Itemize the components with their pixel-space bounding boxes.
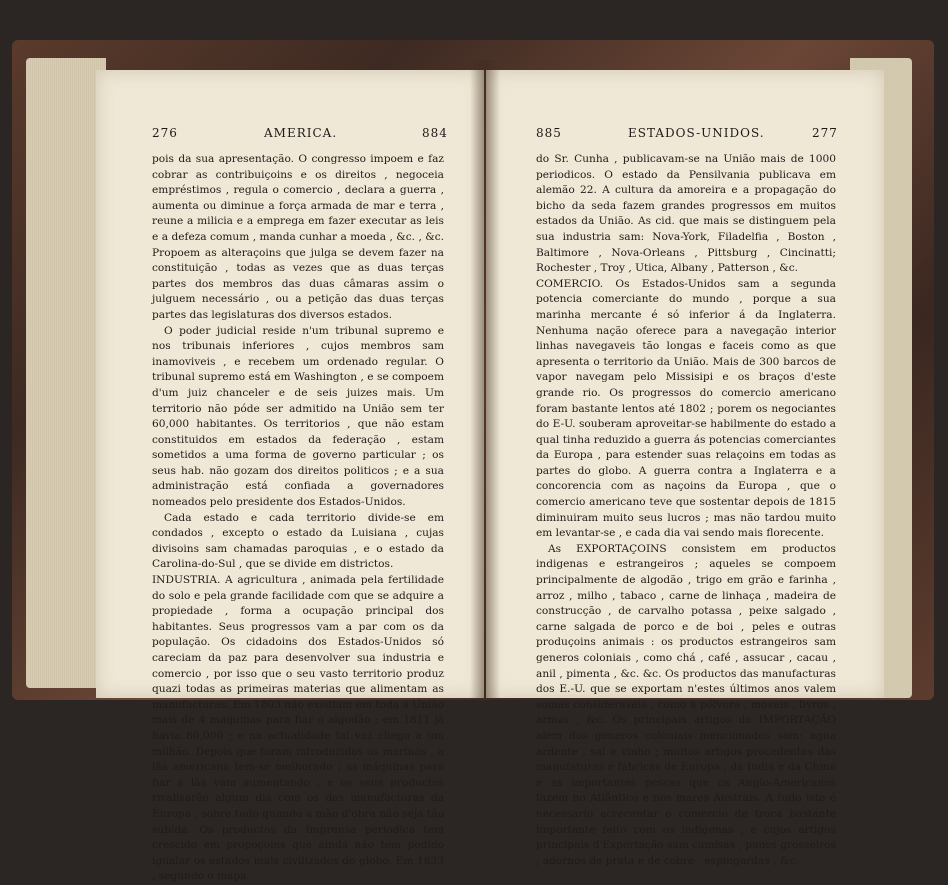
- left-page-number: 276: [152, 126, 178, 140]
- left-page-body: [152, 152, 444, 885]
- paragraph: O poder judicial reside n'um tribunal supremo e nos tribunais inferiores , cujos membros sam inamoviveis , e recebem um ordenado regular. O tribunal supremo está em Washington , e se compoem d'um juiz chanceler e de seis juizes mais. Um territorio não póde ser admitido na União sem ter 60,000 habitantes. Os territorios , que não estam constituidos em estados da federação , estam sometidos a uma forma de governo particular ; os seus hab. não gozam dos direitos politicos ; e a sua administração está confiada a governadores nomeados pelo presidente dos Estados-Unidos.: [152, 324, 444, 509]
- paragraph-exportacoins: As EXPORTAÇOINS consistem em productos indigenas e estrangeiros ; aqueles se compoem principalmente de algodão , trigo em grão e farinha , arroz , milho , tabaco , carne de linhaça , madeira de construcção , de carvalho potassa , peixe salgado , carne salgada de porco e de boi , peles e outras produçoins animais : os productos estrangeiros sam generos coloniais , como chá , café , assucar , cacau , anil , pimenta , &c. &c. Os productos das manufacturas dos E.-U. que se exportam n'estes últimos anos valem somas consideraveis , como a pólvora , moveis , livros , armas , &c. Os principais artigos de IMPORTAÇÃO alem dos generos coloniais mencionados sam: agua ardente , sal e vinho ; muitos artigos procedentes das manufaturas e fábricas de Europa , da India e da China e as importantes pescas que os Anglo-Americanos fazem no Atlântico e nos mares Austrais. A tudo isto é necessario acrecentar o comercio de troca bastante importante feito com os indigenas , e cujos artigos principais d'Exportação sam camisas , panos grosseiros , adornos de prata e de cobre , espingardas , &c.: [536, 542, 836, 867]
- page-edges-left: [26, 58, 106, 688]
- right-section-number: 885: [536, 126, 562, 140]
- right-page: [486, 70, 884, 867]
- right-page-number: 277: [812, 126, 838, 140]
- right-page-body: [536, 152, 836, 869]
- book-gutter: [470, 60, 500, 700]
- paragraph: do Sr. Cunha , publicavam-se na União mais de 1000 periodicos. O estado da Pensilvania publicava em alemão 22. A cultura da amoreira e a propagação do bicho da seda fazem grandes progressos em muitos estados da União. As cid. que mais se distinguem pela sua industria sam: Nova-York, Filadelfia , Boston , Baltimore , Nova-Orleans , Pittsburg , Cincinatti; Rochester , Troy , Utica, Albany , Patterson , &c.: [536, 153, 836, 275]
- left-running-title: AMERICA.: [264, 126, 338, 140]
- left-page: [96, 70, 484, 883]
- paragraph-comercio: COMERCIO. Os Estados-Unidos sam a segunda potencia comerciante do mundo , porque a sua marinha mercante é só inferior á da Inglaterra. Nenhuma nação oferece para a navegação interior linhas navegaveis tão longas e faceis como as que apresenta o territorio da União. Mais de 300 barcos de vapor navegam pelo Missisipi e os braços d'este grande rio. Os progressos do comercio americano foram bastante lentos até 1802 ; porem os negociantes do E-U. souberam aproveitar-se habilmente do estado a qual tinha reduzido a guerra ás potencias comerciantes da Europa , para estender suas relaçoins em todas as partes do globo. A guerra contra a Inglaterra e a concorencia com as naçoins da Europa , que o comercio americano teve que sostentar depois de 1815 diminuiram muito seus lucros ; mas não tardou muito em levantar-se , e cada dia vai sendo mais florecente.: [536, 277, 836, 540]
- paragraph: Cada estado e cada territorio divide-se em condados , excepto o estado da Luisiana , cujas divisoins sam chamadas paroquias , e o estado da Carolina-do-Sul , que se divide em districtos.: [152, 511, 444, 571]
- paragraph-industria: INDUSTRIA. A agricultura , animada pela fertilidade do solo e pela grande facilidade com que se adquire a propiedade , forma a ocupação principal dos habitantes. Seus progressos vam a par com os da população. Os cidadoins dos Estados-Unidos só careciam da paz para desenvolver sua industria e comercio , por isso que o seu vasto territorio produz quazi todas as primeiras materias que alimentam as manufacturas. Em 1803 não existiam em toda a União mais de 4 maquinas para fiar o algodão ; em 1811 já havia 80,000 ; e na actualidade tal vez chega a um milhão. Depois que foram introduzidos os merinós , a lãa americana tem-se melhorado ; as máquinas para fiar a lãa vam aumentando , e os seus productos rivalisarão algum dia com os das manufacturas da Europa , sobre tudo quando a mão d'obra não seja tão subida. Os productos da Imprensa periodica tem crescido em propoçoins que ainda não tem podido igualar os estados mais civilizados do globo. Em 1833 , segundo o mapa: [152, 574, 444, 883]
- right-running-title: ESTADOS-UNIDOS.: [628, 126, 765, 140]
- left-section-number: 884: [422, 126, 448, 140]
- paragraph: pois da sua apresentação. O congresso impoem e faz cobrar as contribuiçoins e os direitos , negoceia empréstimos , regula o comercio , declara a guerra , aumenta ou diminue a força armada de mar e terra , reune a milicia e a emprega em fazer executar as leis e a defeza comum , manda cunhar a moeda , &c. , &c. Propoem as alteraçoins que julga se devem fazer na constituição , todas as vezes que as duas terças partes dos membros das duas câmaras assim o julguem necessário , ou a petição das duas terças partes das legislaturas dos diversos estados.: [152, 153, 444, 321]
